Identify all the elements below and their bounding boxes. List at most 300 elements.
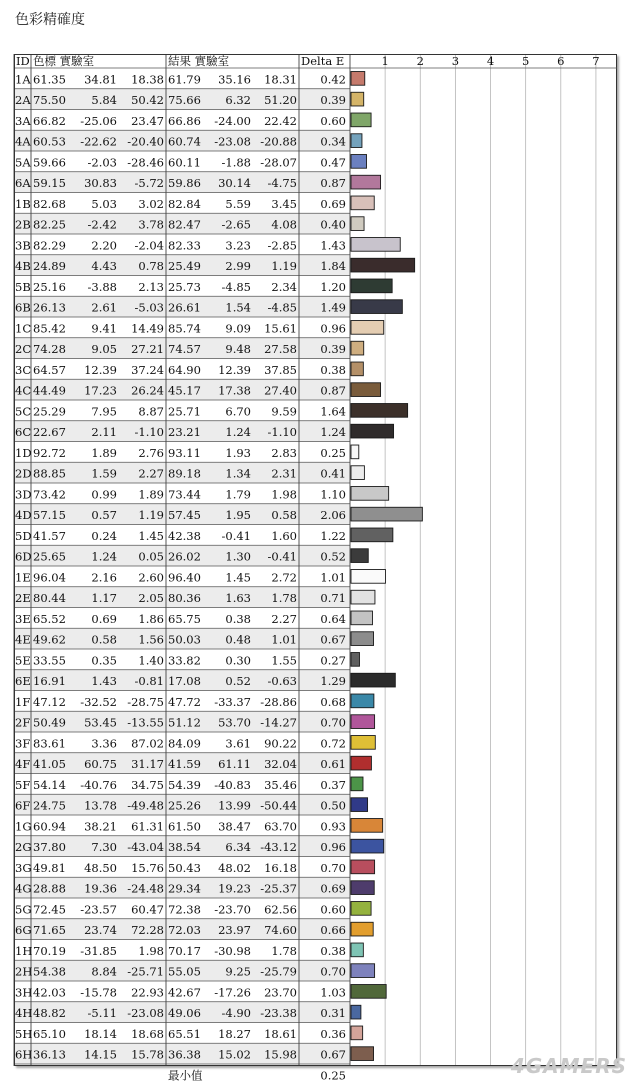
result-a: 30.14 (218, 176, 251, 190)
result-b: 1.98 (271, 487, 297, 502)
result-b: 1.55 (271, 653, 297, 668)
target-a: 60.75 (84, 757, 117, 771)
delta-e-bar (351, 258, 415, 272)
result-b: 15.98 (264, 1047, 297, 1062)
delta-e-value: 1.20 (320, 279, 346, 294)
result-b: -4.85 (267, 300, 297, 315)
delta-e-bar (351, 217, 364, 231)
target-a: 2.61 (91, 300, 117, 315)
result-l: 50.03 (168, 632, 201, 647)
target-b: 2.13 (138, 279, 164, 294)
target-l: 22.67 (33, 425, 66, 439)
target-a: -22.62 (80, 134, 117, 149)
row-id: 1F (15, 694, 31, 709)
header-delta-e: Delta E (301, 54, 345, 68)
result-l: 55.05 (168, 964, 201, 979)
x-tick-label: 2 (416, 54, 424, 68)
result-a: 1.79 (225, 487, 251, 502)
result-a: 2.99 (225, 259, 251, 273)
row-id: 3H (15, 985, 33, 1000)
row-id: 6A (15, 176, 31, 190)
target-l: 25.16 (33, 279, 66, 294)
target-b: -23.08 (127, 1006, 164, 1020)
delta-e-bar (351, 798, 368, 812)
row-id: 2B (15, 217, 31, 232)
result-l: 85.74 (168, 321, 201, 336)
delta-e-bar (351, 922, 373, 936)
row-id: 2G (15, 840, 32, 854)
result-a: 48.02 (218, 860, 251, 875)
result-a: 1.30 (225, 549, 251, 564)
row-id: 6D (15, 549, 32, 564)
result-a: 5.59 (225, 196, 251, 211)
delta-e-value: 0.60 (320, 902, 346, 917)
row-id: 2F (15, 715, 31, 730)
delta-e-value: 0.50 (320, 798, 346, 813)
result-b: -14.27 (260, 715, 297, 730)
target-l: 82.25 (33, 217, 66, 232)
target-l: 41.05 (33, 757, 66, 771)
delta-e-value: 1.43 (320, 238, 346, 253)
result-b: 23.70 (264, 985, 297, 1000)
target-b: 1.45 (138, 528, 164, 543)
x-tick-label: 5 (521, 54, 530, 68)
header-result-lab: 結果 實驗室 (168, 54, 230, 68)
delta-e-bar (351, 881, 374, 895)
target-a: 7.95 (91, 404, 117, 419)
delta-e-bar (351, 445, 359, 459)
result-b: 63.70 (264, 819, 297, 834)
delta-e-value: 0.52 (320, 549, 346, 564)
target-a: 48.50 (84, 860, 117, 875)
target-b: 0.78 (138, 259, 164, 273)
result-b: 18.31 (264, 72, 297, 87)
result-a: 1.54 (225, 300, 251, 315)
delta-e-bar (351, 570, 385, 584)
result-b: -28.07 (260, 155, 297, 170)
result-a: 0.52 (225, 674, 251, 688)
delta-e-bar (351, 1026, 363, 1040)
target-a: 23.74 (84, 923, 117, 937)
result-a: -24.00 (214, 113, 251, 128)
target-a: 34.81 (84, 72, 117, 87)
result-l: 25.26 (168, 798, 201, 813)
delta-e-bar (351, 673, 395, 687)
target-a: 8.84 (91, 964, 117, 979)
target-l: 92.72 (33, 445, 66, 460)
target-b: 2.60 (138, 570, 164, 585)
delta-e-bar (351, 507, 422, 521)
result-l: 74.57 (168, 342, 201, 356)
target-a: 30.83 (84, 176, 117, 190)
header-id: ID (16, 54, 30, 68)
delta-e-bar (351, 362, 363, 376)
row-id: 1D (15, 445, 32, 460)
result-l: 57.45 (168, 508, 201, 522)
target-b: 26.24 (131, 383, 164, 398)
delta-e-value: 0.87 (320, 383, 346, 398)
result-l: 25.71 (168, 404, 201, 419)
row-id: 1B (15, 196, 31, 211)
delta-e-value: 0.40 (320, 217, 346, 232)
target-l: 60.94 (33, 819, 66, 834)
target-b: -13.55 (127, 715, 164, 730)
target-a: 9.05 (91, 342, 117, 356)
row-id: 4G (15, 881, 32, 896)
result-a: -4.85 (221, 279, 251, 294)
row-id: 4D (15, 508, 32, 522)
target-l: 59.66 (33, 155, 66, 170)
target-b: -28.75 (127, 694, 164, 709)
result-b: -0.63 (267, 674, 297, 688)
target-b: 27.21 (131, 342, 164, 356)
result-l: 80.36 (168, 591, 201, 605)
target-a: 4.43 (91, 259, 117, 273)
delta-e-value: 0.61 (320, 757, 346, 771)
row-id: 6B (15, 300, 31, 315)
result-a: 1.45 (225, 570, 251, 585)
delta-e-value: 0.38 (320, 362, 346, 377)
target-b: 60.47 (131, 902, 164, 917)
target-l: 65.10 (33, 1026, 66, 1041)
delta-e-bar (351, 72, 365, 86)
result-l: 64.90 (168, 362, 201, 377)
row-id: 5D (15, 528, 32, 543)
delta-e-value: 1.49 (320, 300, 346, 315)
result-b: 16.18 (264, 860, 297, 875)
target-b: 1.56 (138, 632, 164, 647)
target-a: -23.57 (80, 902, 117, 917)
target-l: 16.91 (33, 674, 66, 688)
page-title: 色彩精確度 (15, 12, 85, 28)
delta-e-value: 0.67 (320, 1047, 346, 1062)
header-target-lab: 色標 實驗室 (33, 54, 95, 68)
result-a: 61.11 (218, 757, 251, 771)
target-l: 37.80 (33, 840, 66, 854)
row-id: 1A (15, 72, 31, 87)
result-b: 22.42 (264, 113, 297, 128)
target-a: 1.43 (91, 674, 117, 688)
target-l: 36.13 (33, 1047, 66, 1062)
target-a: 1.89 (91, 445, 117, 460)
row-id: 5B (15, 279, 31, 294)
target-b: 50.42 (131, 93, 164, 107)
result-a: 6.34 (225, 840, 251, 854)
target-a: -2.03 (87, 155, 117, 170)
target-l: 83.61 (33, 736, 66, 751)
target-a: 1.17 (91, 591, 117, 605)
result-l: 59.86 (168, 176, 201, 190)
result-l: 73.44 (168, 487, 201, 502)
result-l: 26.61 (168, 300, 201, 315)
result-b: 2.72 (271, 570, 297, 585)
target-b: 18.38 (131, 72, 164, 87)
delta-e-value: 0.96 (320, 321, 346, 336)
delta-e-value: 1.64 (320, 404, 346, 419)
result-l: 36.38 (168, 1047, 201, 1062)
result-b: -25.79 (260, 964, 297, 979)
result-a: -30.98 (214, 943, 251, 958)
result-l: 33.82 (168, 653, 201, 668)
result-b: -43.12 (260, 840, 297, 854)
target-b: 14.49 (131, 321, 164, 336)
target-a: 12.39 (84, 362, 117, 377)
result-l: 61.50 (168, 819, 201, 834)
result-b: -25.37 (260, 881, 297, 896)
result-l: 60.11 (168, 155, 201, 170)
target-l: 54.14 (33, 777, 66, 792)
result-a: -23.08 (214, 134, 251, 149)
row-id: 4E (15, 632, 31, 647)
target-b: 2.27 (138, 466, 164, 481)
delta-e-bar (351, 404, 408, 418)
result-a: 53.70 (218, 715, 251, 730)
delta-e-value: 1.03 (320, 985, 346, 1000)
result-a: 1.93 (225, 445, 251, 460)
target-a: 18.14 (84, 1026, 117, 1041)
target-b: -1.10 (134, 425, 164, 439)
row-id: 1E (15, 570, 31, 585)
result-b: 2.34 (271, 279, 297, 294)
row-id: 3A (15, 113, 31, 128)
delta-e-value: 0.41 (320, 466, 346, 481)
result-b: 74.60 (264, 923, 297, 937)
target-b: -2.04 (134, 238, 164, 253)
target-a: 1.59 (91, 466, 117, 481)
target-b: -28.46 (127, 155, 164, 170)
result-l: 72.03 (168, 923, 201, 937)
target-b: 8.87 (138, 404, 164, 419)
result-a: 35.16 (218, 72, 251, 87)
x-tick-label: 3 (451, 54, 460, 68)
row-id: 3B (15, 238, 31, 253)
result-a: 1.24 (225, 425, 251, 439)
result-b: 1.19 (271, 259, 297, 273)
delta-e-value: 0.96 (320, 840, 346, 854)
target-b: 61.31 (131, 819, 164, 834)
delta-e-bar (351, 736, 375, 750)
delta-e-bar (351, 839, 384, 853)
target-b: 1.98 (138, 943, 164, 958)
delta-e-value: 0.34 (320, 134, 346, 149)
row-id: 1G (15, 819, 32, 834)
row-id: 4A (15, 134, 31, 149)
x-tick-label: 6 (557, 54, 565, 68)
row-id: 5F (15, 777, 31, 792)
result-a: 17.38 (218, 383, 251, 398)
row-id: 1H (15, 943, 33, 958)
target-l: 70.19 (33, 943, 66, 958)
delta-e-value: 0.60 (320, 113, 346, 128)
x-tick-label: 1 (381, 54, 389, 68)
target-b: 1.19 (138, 508, 164, 522)
row-id: 3E (15, 611, 31, 626)
target-l: 75.50 (33, 93, 66, 107)
delta-e-value: 2.06 (320, 508, 346, 522)
result-b: 2.31 (271, 466, 297, 481)
target-l: 64.57 (33, 362, 66, 377)
delta-e-bar (351, 279, 392, 293)
target-a: -32.52 (80, 694, 117, 709)
delta-e-bar (351, 466, 364, 480)
result-l: 45.17 (168, 383, 201, 398)
result-a: 9.09 (225, 321, 251, 336)
delta-e-value: 0.64 (320, 611, 346, 626)
delta-e-bar (351, 300, 402, 314)
target-b: 15.76 (131, 860, 164, 875)
target-l: 96.04 (33, 570, 66, 585)
result-l: 25.49 (168, 259, 201, 273)
delta-e-value: 0.66 (320, 923, 346, 937)
result-a: -40.83 (214, 777, 251, 792)
delta-e-bar (351, 653, 359, 667)
target-l: 44.49 (33, 383, 66, 398)
result-b: 1.78 (271, 591, 297, 605)
delta-e-bar (351, 92, 364, 106)
result-l: 47.72 (168, 694, 201, 709)
delta-e-bar (351, 113, 371, 127)
target-a: 0.99 (91, 487, 117, 502)
row-id: 3D (15, 487, 32, 502)
result-l: 23.21 (168, 425, 201, 439)
target-l: 72.45 (33, 902, 66, 917)
result-a: 0.48 (225, 632, 251, 647)
result-a: 9.25 (225, 964, 251, 979)
target-l: 88.85 (33, 466, 66, 481)
delta-e-bar (351, 632, 374, 646)
delta-e-bar (351, 964, 375, 978)
row-id: 5G (15, 902, 32, 917)
result-a: 1.34 (225, 466, 251, 481)
delta-e-value: 1.22 (320, 528, 346, 543)
target-b: 87.02 (131, 736, 164, 751)
row-id: 3G (15, 860, 32, 875)
target-b: -25.71 (127, 964, 164, 979)
target-l: 24.75 (33, 798, 66, 813)
delta-e-value: 0.70 (320, 860, 346, 875)
target-a: 3.36 (91, 736, 117, 751)
target-l: 24.89 (33, 259, 66, 273)
delta-e-bar (351, 424, 394, 438)
target-l: 59.15 (33, 176, 66, 190)
target-l: 85.42 (33, 321, 66, 336)
delta-e-bar (351, 134, 362, 148)
target-l: 25.65 (33, 549, 66, 564)
target-b: 1.89 (138, 487, 164, 502)
result-a: 3.23 (225, 238, 251, 253)
result-l: 72.38 (168, 902, 201, 917)
result-b: -28.86 (260, 694, 297, 709)
delta-e-bar (351, 1047, 374, 1061)
target-a: 9.41 (91, 321, 117, 336)
target-b: -5.72 (134, 176, 164, 190)
delta-e-bar (351, 590, 375, 604)
delta-e-value: 0.39 (320, 342, 346, 356)
result-l: 82.33 (168, 238, 201, 253)
result-b: -23.38 (260, 1006, 297, 1020)
result-a: 3.61 (225, 736, 251, 751)
result-b: 1.78 (271, 943, 297, 958)
delta-e-value: 0.37 (320, 777, 346, 792)
target-l: 82.68 (33, 196, 66, 211)
result-l: 25.73 (168, 279, 201, 294)
result-l: 41.59 (168, 757, 201, 771)
delta-e-value: 0.67 (320, 632, 346, 647)
result-l: 29.34 (168, 881, 201, 896)
target-b: 1.40 (138, 653, 164, 668)
delta-e-value: 1.24 (320, 425, 346, 439)
target-b: -43.04 (127, 840, 164, 854)
delta-e-value: 1.84 (320, 259, 346, 273)
delta-e-bar (351, 487, 389, 501)
result-l: 42.67 (168, 985, 201, 1000)
result-a: -1.88 (221, 155, 251, 170)
row-id: 2H (15, 964, 33, 979)
delta-e-value: 0.72 (320, 736, 346, 751)
delta-e-value: 0.69 (320, 881, 346, 896)
row-id: 6H (15, 1047, 33, 1062)
target-b: -5.03 (134, 300, 164, 315)
row-id: 6F (15, 798, 31, 813)
result-l: 51.12 (168, 715, 201, 730)
summary-label: 最小值 (168, 1068, 203, 1082)
row-id: 5A (15, 155, 31, 170)
result-b: 4.08 (271, 217, 297, 232)
target-l: 25.29 (33, 404, 66, 419)
target-b: 3.78 (138, 217, 164, 232)
target-b: 22.93 (131, 985, 164, 1000)
delta-e-bar (351, 238, 400, 252)
target-l: 54.38 (33, 964, 66, 979)
row-id: 3F (15, 736, 31, 751)
result-l: 84.09 (168, 736, 201, 751)
target-a: -5.11 (87, 1006, 117, 1020)
target-a: 5.84 (91, 93, 117, 107)
result-a: 6.70 (225, 404, 251, 419)
result-a: 18.27 (218, 1026, 251, 1041)
result-a: 0.30 (225, 653, 251, 668)
target-b: -24.48 (127, 881, 164, 896)
row-id: 4C (15, 383, 32, 398)
target-a: 53.45 (84, 715, 117, 730)
delta-e-bar (351, 694, 374, 708)
result-b: 27.40 (264, 383, 297, 398)
target-b: 18.68 (131, 1026, 164, 1041)
result-l: 50.43 (168, 860, 201, 875)
delta-e-bar (351, 860, 375, 874)
result-b: 51.20 (264, 93, 297, 107)
row-id: 6E (15, 674, 31, 688)
target-a: 5.03 (91, 196, 117, 211)
target-l: 71.65 (33, 923, 66, 937)
target-l: 65.52 (33, 611, 66, 626)
result-b: 2.27 (271, 611, 297, 626)
watermark-logo: 4GAMERS (510, 1054, 627, 1078)
delta-e-bar (351, 819, 383, 833)
target-l: 49.62 (33, 632, 66, 647)
delta-e-value: 1.10 (320, 487, 346, 502)
delta-e-value: 0.42 (320, 72, 346, 87)
result-a: -4.90 (221, 1006, 251, 1020)
target-l: 26.13 (33, 300, 66, 315)
row-id: 3C (15, 362, 32, 377)
row-id: 4B (15, 259, 31, 273)
result-l: 93.11 (168, 445, 201, 460)
result-b: 1.60 (271, 528, 297, 543)
target-a: 0.57 (91, 508, 117, 522)
result-b: -2.85 (267, 238, 297, 253)
delta-e-value: 1.29 (320, 674, 346, 688)
